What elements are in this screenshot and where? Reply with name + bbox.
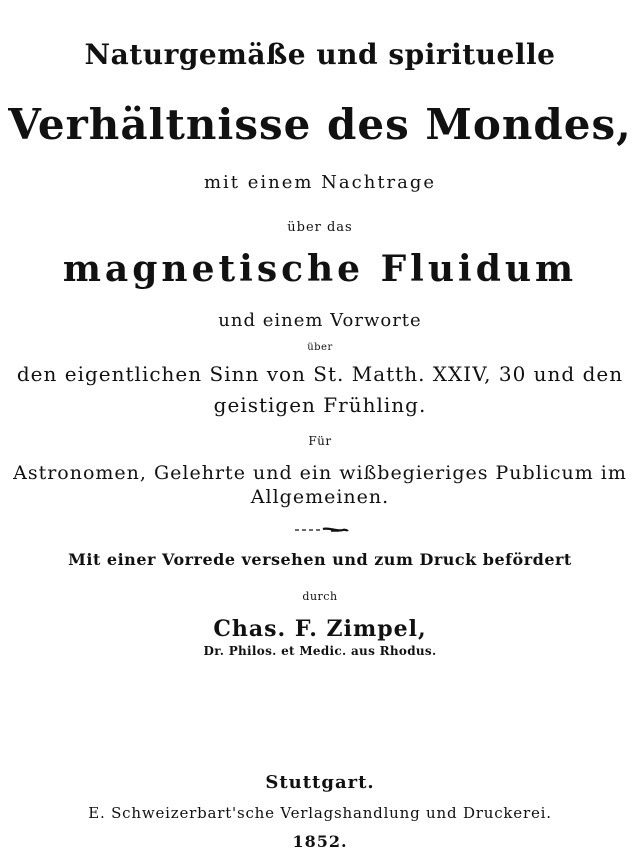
publication-year: 1852. [292,832,348,851]
subtitle-line: mit einem Nachtrage [203,172,437,193]
publisher-name: E. Schweizerbart'sche Verlagshandlung und Druckerei. [88,804,552,822]
audience-line-1: Astronomen, Gelehrte und ein wißbegieriges Publicum im [13,462,627,484]
connector-text: über das [287,220,353,235]
preface-line: Mit einer Vorrede versehen und zum Druck befördert [68,550,572,569]
topic-line-2: geistigen Frühling. [213,393,427,417]
author-degrees: Dr. Philos. et Medic. aus Rhodus. [203,644,437,658]
title-line-1: Naturgemäße und spirituelle [84,38,556,71]
subtitle-line-2: und einem Vorworte [218,310,422,331]
ornament-divider [293,526,349,534]
audience-intro: Für [308,434,332,448]
audience-line-2: Allgemeinen. [250,486,390,508]
by-line: durch [302,590,338,603]
secondary-title: magnetische Fluidum [62,248,578,290]
author-name: Chas. F. Zimpel, [213,616,427,642]
publication-city: Stuttgart. [265,772,375,793]
topic-line-1: den eigentlichen Sinn von St. Matth. XXIV, 30 und den [16,362,624,386]
connector-text-2: über [307,342,333,353]
main-title: Verhältnisse des Mondes, [8,100,632,149]
